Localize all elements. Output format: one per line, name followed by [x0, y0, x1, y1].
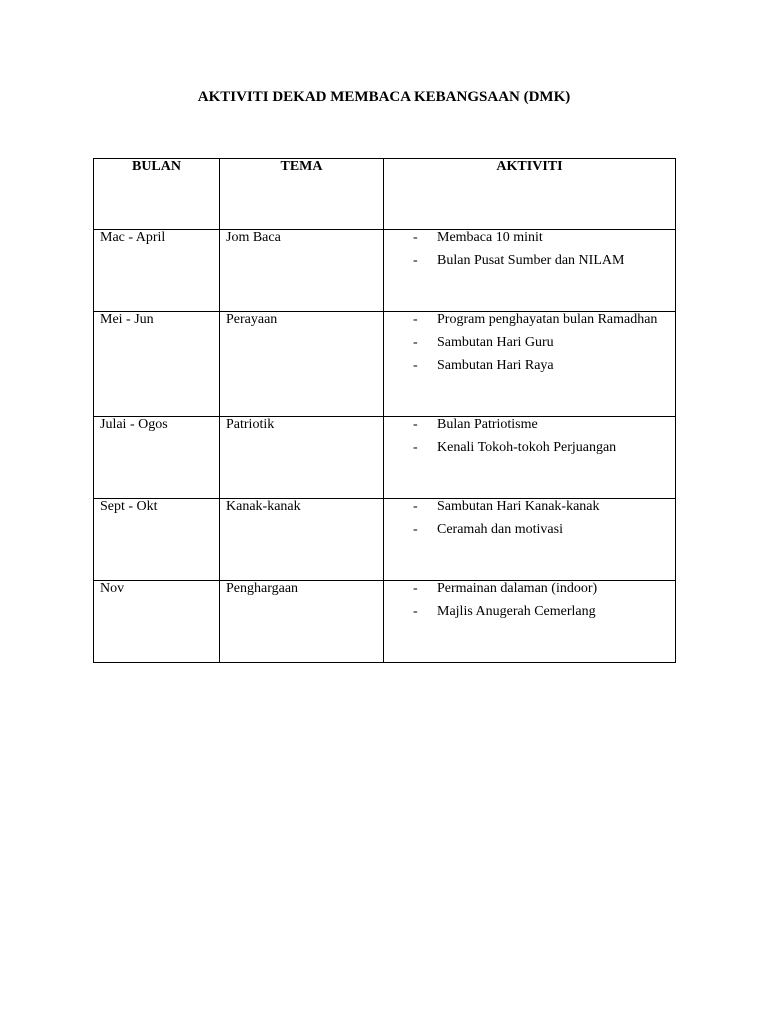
cell-tema [220, 312, 384, 417]
activity-item [384, 417, 675, 433]
table-row [94, 581, 676, 663]
activity-text: Bulan Patriotisme [437, 417, 538, 432]
activity-item [384, 312, 675, 328]
activity-item [384, 604, 675, 620]
cell-aktiviti [384, 581, 676, 663]
cell-tema [220, 417, 384, 499]
activity-item [384, 230, 675, 246]
header-aktiviti [384, 159, 676, 230]
bullet-dash: - [413, 230, 418, 245]
activity-text: Majlis Anugerah Cemerlang [437, 604, 596, 619]
bullet-dash: - [413, 253, 418, 268]
activity-text: Bulan Pusat Sumber dan NILAM [437, 253, 625, 268]
cell-bulan [94, 312, 220, 417]
activity-item [384, 253, 675, 269]
bulan-text: Nov [100, 581, 125, 596]
activity-item [384, 522, 675, 538]
activity-item [384, 440, 675, 456]
cell-bulan [94, 499, 220, 581]
header-aktiviti-label: AKTIVITI [496, 159, 563, 174]
activity-text: Sambutan Hari Raya [437, 358, 554, 373]
activity-text: Ceramah dan motivasi [437, 522, 563, 537]
header-tema [220, 159, 384, 230]
activity-list [384, 417, 675, 456]
tema-text: Penghargaan [226, 581, 299, 596]
activity-item [384, 358, 675, 374]
activity-text: Permainan dalaman (indoor) [437, 581, 598, 596]
cell-tema [220, 499, 384, 581]
table-row [94, 230, 676, 312]
bullet-dash: - [413, 604, 418, 619]
bullet-dash: - [413, 335, 418, 350]
bulan-text: Mac - April [100, 230, 166, 245]
cell-bulan [94, 230, 220, 312]
bulan-text: Mei - Jun [100, 312, 154, 327]
bullet-dash: - [413, 312, 418, 327]
table-row [94, 499, 676, 581]
activity-item [384, 581, 675, 597]
activity-list [384, 230, 675, 269]
cell-aktiviti [384, 499, 676, 581]
tema-text: Patriotik [226, 417, 275, 432]
bullet-dash: - [413, 358, 418, 373]
table-row [94, 417, 676, 499]
bullet-dash: - [413, 581, 418, 596]
activity-text: Membaca 10 minit [437, 230, 543, 245]
activity-text: Kenali Tokoh-tokoh Perjuangan [437, 440, 617, 455]
tema-text: Perayaan [226, 312, 278, 327]
table-header-row [94, 159, 676, 230]
activity-text: Sambutan Hari Kanak-kanak [437, 499, 600, 514]
tema-text: Jom Baca [226, 230, 281, 245]
cell-tema [220, 581, 384, 663]
bullet-dash: - [413, 499, 418, 514]
table-row [94, 312, 676, 417]
activity-item [384, 499, 675, 515]
bullet-dash: - [413, 522, 418, 537]
activity-table [93, 158, 676, 663]
bullet-dash: - [413, 417, 418, 432]
cell-bulan [94, 581, 220, 663]
activity-item [384, 335, 675, 351]
cell-aktiviti [384, 230, 676, 312]
cell-aktiviti [384, 312, 676, 417]
header-bulan-label: BULAN [131, 159, 181, 174]
activity-list [384, 312, 675, 374]
bulan-text: Julai - Ogos [100, 417, 168, 432]
cell-tema [220, 230, 384, 312]
document-title: AKTIVITI DEKAD MEMBACA KEBANGSAAN (DMK) [197, 89, 571, 105]
tema-text: Kanak-kanak [226, 499, 301, 514]
cell-aktiviti [384, 417, 676, 499]
header-tema-label: TEMA [280, 159, 323, 174]
cell-bulan [94, 417, 220, 499]
bulan-text: Sept - Okt [100, 499, 158, 514]
header-bulan [94, 159, 220, 230]
activity-list [384, 581, 675, 620]
activity-list [384, 499, 675, 538]
bullet-dash: - [413, 440, 418, 455]
activity-text: Sambutan Hari Guru [437, 335, 554, 350]
activity-text: Program penghayatan bulan Ramadhan [437, 312, 658, 327]
